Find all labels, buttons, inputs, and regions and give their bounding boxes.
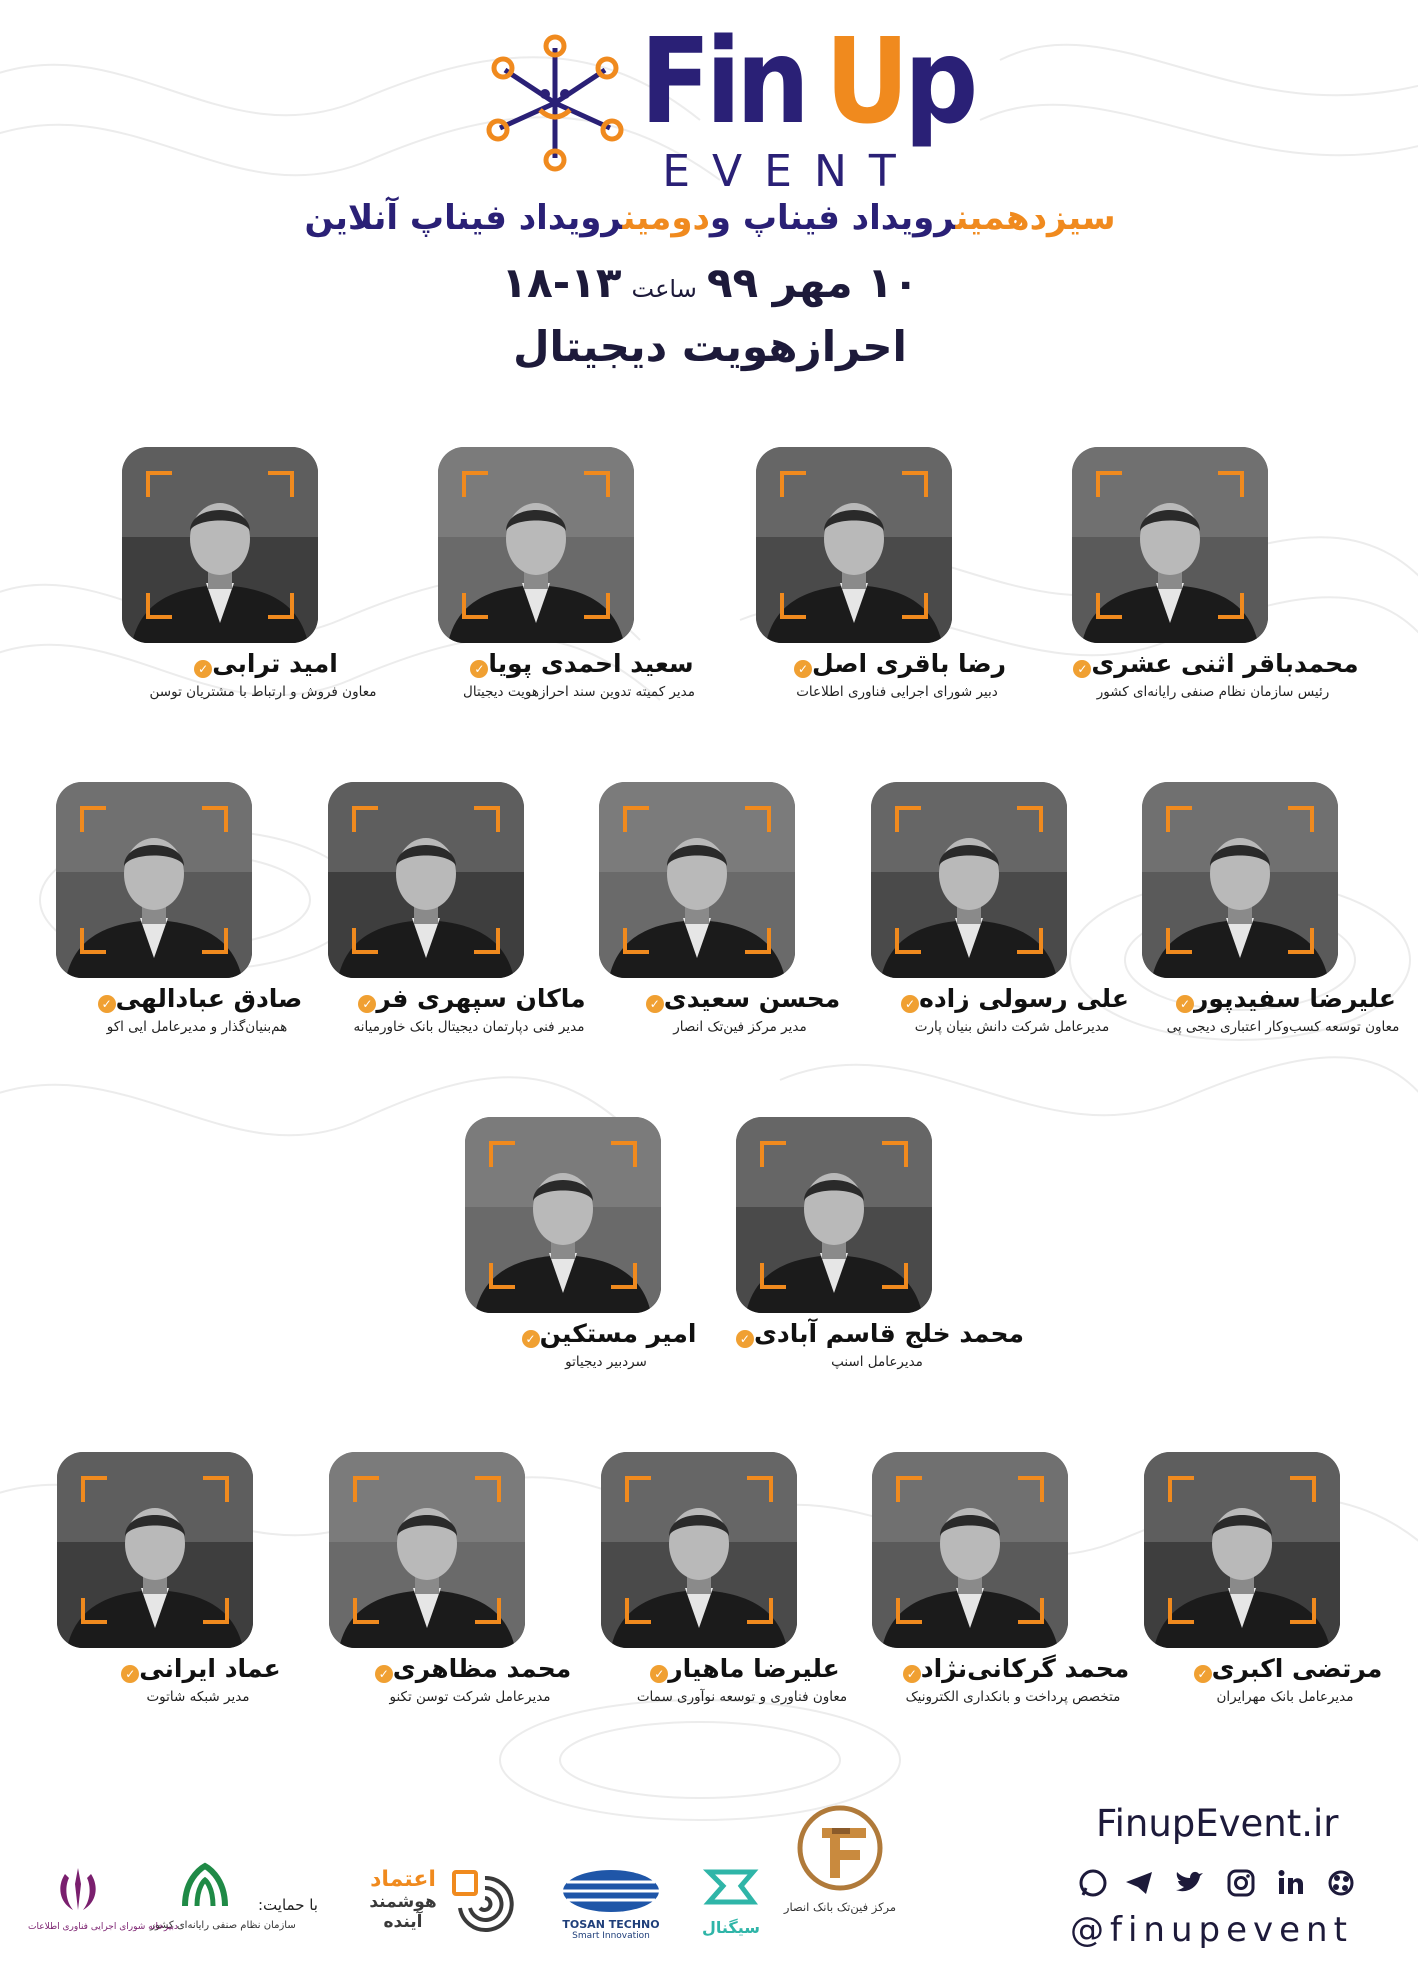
speaker-photo (599, 782, 795, 978)
etemad-word: اعتماد (370, 1867, 436, 1892)
verified-badge-icon: ✓ (901, 995, 919, 1013)
logo-p-letter: p (904, 12, 974, 150)
speaker-role: مدیر شبکه شاتوت (146, 1689, 250, 1705)
speaker-photo (756, 447, 952, 643)
tosan-name: TOSAN TECHNO (562, 1918, 660, 1931)
social-links (1076, 1866, 1376, 1902)
logo-up-text (825, 12, 974, 150)
speaker-photo (871, 782, 1067, 978)
speaker-name-text: علیرضا سفیدپور (1194, 984, 1396, 1013)
portrait-image (56, 782, 252, 978)
verified-badge-icon: ✓ (1194, 1665, 1212, 1683)
sponsor-sigma (686, 1864, 776, 1937)
verified-badge-icon: ✓ (375, 1665, 393, 1683)
sponsor-etemad (358, 1864, 518, 1944)
speaker-name (98, 649, 428, 679)
speaker-role: هم‌بنیان‌گذار و مدیرعامل ایی اکو (106, 1019, 288, 1035)
event-topic: احرازهویت دیجیتال (513, 322, 907, 371)
speaker-name-text: محسن سعیدی (663, 984, 841, 1013)
speaker-photo (122, 447, 318, 643)
logo-event-text: EVENT (662, 146, 918, 197)
with-support-label: با حمایت: (258, 1896, 318, 1914)
event-date-time (400, 258, 1020, 307)
twitter-icon[interactable] (1172, 1866, 1206, 1900)
nezam-senfi-logo-icon (175, 1856, 235, 1916)
logo-fin-text: Fin (640, 12, 805, 150)
speaker-role: معاون فروش و ارتباط با مشتریان توسن (149, 684, 377, 700)
portrait-image (328, 782, 524, 978)
verified-badge-icon: ✓ (194, 660, 212, 678)
speaker-name-text: محمد گرکانی‌نژاد (920, 1654, 1130, 1683)
speaker-role: دبیر شورای اجرایی فناوری اطلاعات (796, 684, 998, 700)
portrait-image (756, 447, 952, 643)
speaker-name-text: محمدباقر اثنی عشری (1091, 649, 1359, 678)
subtitle-part3: دومین (622, 198, 710, 238)
speaker-name-text: رضا باقری اصل (812, 649, 1006, 678)
speaker-role: رئیس سازمان نظام صنفی رایانه‌ای کشور (1096, 684, 1330, 700)
instagram-icon[interactable] (1224, 1866, 1258, 1900)
speaker-role: مدیر کمیته تدوین سند احرازهویت دیجیتال (463, 684, 695, 700)
speaker-name-text: ماکان سپهری فر (376, 984, 586, 1013)
speaker-role: سردبیر دیجیاتو (565, 1354, 647, 1370)
speaker-name (32, 984, 362, 1014)
portrait-image (122, 447, 318, 643)
speaker-role: معاون فناوری و توسعه نوآوری سمات (636, 1689, 848, 1705)
verified-badge-icon: ✓ (736, 1330, 754, 1348)
speaker-name-text: محمد خلج قاسم آبادی (753, 1319, 1025, 1348)
speaker-photo (329, 1452, 525, 1648)
portrait-image (438, 447, 634, 643)
speaker-name-text: عماد ایرانی (139, 1654, 281, 1683)
portrait-image (57, 1452, 253, 1648)
fintech-center-logo-icon (792, 1800, 888, 1896)
speaker-photo (438, 447, 634, 643)
verified-badge-icon: ✓ (794, 660, 812, 678)
finup-event-logo (470, 12, 974, 198)
portrait-image (1072, 447, 1268, 643)
tosan-globe-icon (561, 1868, 661, 1914)
speaker-photo (1144, 1452, 1340, 1648)
speaker-photo (601, 1452, 797, 1648)
sponsor-dabirkhane (28, 1864, 179, 1932)
iran-emblem-icon (53, 1864, 103, 1918)
fintech-center-label: مرکز فین‌تک بانک انصار (783, 1900, 897, 1914)
speaker-name-text: صادق عبادالهی (115, 984, 303, 1013)
portrait-image (601, 1452, 797, 1648)
speaker-name-text: امیر مستکین (539, 1319, 697, 1348)
speaker-role: متخصص پرداخت و بانکداری الکترونیک (905, 1689, 1121, 1705)
speaker-role: مدیرعامل شرکت توسن تکنو (389, 1689, 551, 1705)
speaker-role: مدیر فنی دپارتمان دیجیتال بانک خاورمیانه (353, 1019, 585, 1035)
verified-badge-icon: ✓ (470, 660, 488, 678)
portrait-image (736, 1117, 932, 1313)
event-date: ۱۰ مهر ۹۹ (706, 258, 919, 307)
whatsapp-icon[interactable] (1076, 1866, 1110, 1900)
speaker-name-text: سعید احمدی پویا (488, 649, 694, 678)
aparat-icon[interactable] (1324, 1866, 1358, 1900)
subtitle-part4: رویداد فیناپ آنلاین (304, 198, 623, 238)
speaker-name (441, 1319, 771, 1349)
portrait-image (1142, 782, 1338, 978)
speaker-name-text: علیرضا ماهیار (668, 1654, 840, 1683)
speaker-name (33, 1654, 363, 1684)
verified-badge-icon: ✓ (121, 1665, 139, 1683)
sponsor-fintech-center (770, 1800, 910, 1914)
speaker-photo (1072, 447, 1268, 643)
website-url[interactable]: FinupEvent.ir (1096, 1802, 1339, 1845)
telegram-icon[interactable] (1122, 1866, 1156, 1900)
verified-badge-icon: ✓ (646, 995, 664, 1013)
logo-u-letter: U (825, 12, 905, 150)
verified-badge-icon: ✓ (650, 1665, 668, 1683)
verified-badge-icon: ✓ (522, 1330, 540, 1348)
speaker-photo (328, 782, 524, 978)
speaker-name (732, 649, 1062, 679)
speaker-photo (465, 1117, 661, 1313)
speaker-role: مدیرعامل بانک مهرایران (1216, 1689, 1354, 1705)
nezam-senfi-label: سازمان نظام صنفی رایانه‌ای کشور (150, 1920, 296, 1931)
speaker-name-text: امید ترابی (212, 649, 338, 678)
verified-badge-icon: ✓ (358, 995, 376, 1013)
portrait-image (1144, 1452, 1340, 1648)
speaker-photo (736, 1117, 932, 1313)
speaker-role: مدیرعامل شرکت دانش بنیان پارت (914, 1019, 1110, 1035)
speaker-role: معاون توسعه کسب‌وکار اعتباری دیجی پی (1166, 1019, 1400, 1035)
verified-badge-icon: ✓ (903, 1665, 921, 1683)
speaker-name-text: علی رسولی زاده (919, 984, 1129, 1013)
social-handle[interactable]: @finupevent (1070, 1910, 1353, 1950)
speaker-name-text: محمد مظاهری (392, 1654, 572, 1683)
verified-badge-icon: ✓ (1176, 995, 1194, 1013)
portrait-image (599, 782, 795, 978)
portrait-image (871, 782, 1067, 978)
speaker-photo (57, 1452, 253, 1648)
speaker-photo (872, 1452, 1068, 1648)
tosan-tagline: Smart Innovation (572, 1931, 650, 1941)
etemad-hooshmand: هوشمند (369, 1892, 437, 1912)
linkedin-icon[interactable] (1274, 1866, 1308, 1900)
subtitle-part2: رویداد فیناپ و (709, 198, 956, 238)
portrait-image (329, 1452, 525, 1648)
speaker-name-text: مرتضی اکبری (1211, 1654, 1383, 1683)
portrait-image (872, 1452, 1068, 1648)
verified-badge-icon: ✓ (1073, 660, 1091, 678)
speaker-name (1048, 649, 1378, 679)
dabirkhane-label: دبیرخانه شورای اجرایی فناوری اطلاعات (28, 1922, 179, 1932)
speaker-role: مدیر مرکز فین‌تک انصار (673, 1019, 807, 1035)
hour-label: ساعت (631, 275, 697, 303)
people-circle-icon (470, 28, 640, 178)
event-time: ۱۳-۱۸ (501, 258, 622, 307)
sigma-logo-icon (701, 1864, 761, 1914)
sigma-label: سیگنال (702, 1918, 760, 1937)
sponsor-tosan-techno (556, 1868, 666, 1941)
etemad-logo-icon (450, 1868, 520, 1938)
speaker-role: مدیرعامل اسنپ (831, 1354, 923, 1370)
subtitle-part1: سیزدهمین (955, 198, 1116, 238)
speaker-photo (1142, 782, 1338, 978)
event-subtitle (240, 198, 1180, 238)
speaker-photo (56, 782, 252, 978)
etemad-ayande: آینده (383, 1912, 423, 1932)
speaker-name (414, 649, 744, 679)
portrait-image (465, 1117, 661, 1313)
verified-badge-icon: ✓ (98, 995, 116, 1013)
